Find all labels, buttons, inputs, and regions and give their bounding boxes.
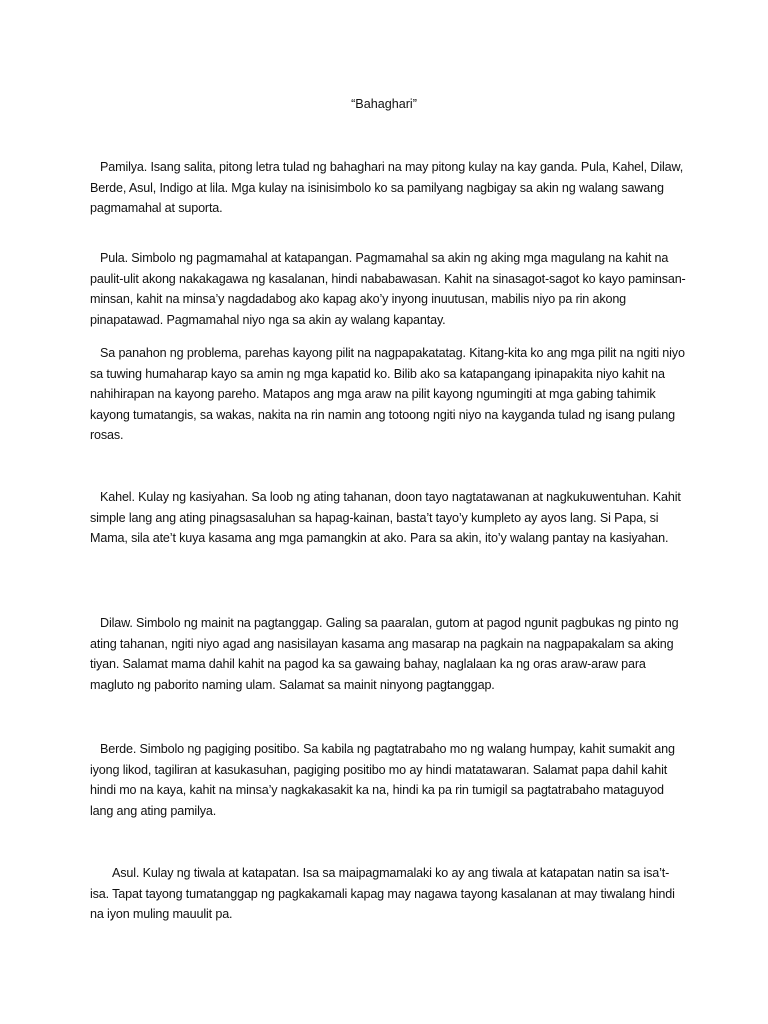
paragraph-text: Berde. Simbolo ng pagiging positibo. Sa kabila ng pagtatrabaho mo ng walang humpay, kahit sumakit ang iyong likod, tagiliran at kasukasuhan, pagiging positibo mo ay hindi matatawaran. Salamat papa dahil kahit hindi mo na kaya, kahit na minsa’y nagkakasakit ka na, hindi ka pa rin tumigil sa pagtatrabaho mataguyod lang ang ating pamilya.: [90, 742, 675, 818]
paragraph-kahel: [90, 487, 688, 549]
paragraph-text: Asul. Kulay ng tiwala at katapatan. Isa sa maipagmamalaki ko ay ang tiwala at katapatan natin sa isa’t-isa. Tapat tayong tumatanggap ng pagkakamali kapag may nagawa tayong kasalanan at may tiwalang hindi na iyon muling mauulit pa.: [90, 866, 675, 922]
document-title: “Bahaghari”: [351, 97, 417, 111]
paragraph-text: Sa panahon ng problema, parehas kayong pilit na nagpapakatatag. Kitang-kita ko ang mga pilit na ngiti niyo sa tuwing humaharap kayo sa amin ng mga kapatid ko. Bilib ako sa katapangang ipinapakita niyo kahit na nahihirapan na kayong pareho. Matapos ang mga araw na pilit kayong ngumingiti at mga gabing tahimik kayong tumatangis, sa wakas, nakita na rin namin ang totoong ngiti niyo na kayganda tulad ng isang pulang rosas.: [90, 346, 685, 443]
paragraph-text: Kahel. Kulay ng kasiyahan. Sa loob ng ating tahanan, doon tayo nagtatawanan at nagkukuwentuhan. Kahit simple lang ang ating pinagsasaluhan sa hapag-kainan, basta’t tayo’y kumpleto ay ayos lang. Si Papa, si Mama, sila ate’t kuya kasama ang mga pamangkin at ako. Para sa akin, ito’y walang pantay na kasiyahan.: [90, 490, 681, 546]
paragraph-asul: [90, 863, 688, 925]
paragraph-text: Dilaw. Simbolo ng mainit na pagtanggap. Galing sa paaralan, gutom at pagod ngunit pagbukas ng pinto ng ating tahanan, ngiti niyo agad ang nasisilayan kasama ang masarap na pagkain na nagpapakalam sa aking tiyan. Salamat mama dahil kahit na pagod ka sa gawaing bahay, naglalaan ka ng oras araw-araw para magluto ng paborito naming ulam. Salamat sa mainit ninyong pagtanggap.: [90, 616, 679, 692]
paragraph-problema: [90, 343, 688, 446]
paragraph-text: Pamilya. Isang salita, pitong letra tulad ng bahaghari na may pitong kulay na kay ganda. Pula, Kahel, Dilaw, Berde, Asul, Indigo at lila. Mga kulay na isinisimbolo ko sa pamilyang nagbigay sa akin ng walang sawang pagmamahal at suporta.: [90, 160, 684, 216]
paragraph-pula: [90, 248, 688, 330]
paragraph-pamilya: [90, 157, 688, 219]
paragraph-berde: [90, 739, 688, 821]
paragraph-text: Pula. Simbolo ng pagmamahal at katapangan. Pagmamahal sa akin ng aking mga magulang na kahit na paulit-ulit akong nakakagawa ng kasalanan, hindi nababawasan. Kahit na sinasagot-sagot ko kayo paminsan-minsan, kahit na minsa’y nagdadabog ako kapag ako’y inyong inuutusan, mabilis niyo pa rin akong pinapatawad. Pagmamahal niyo nga sa akin ay walang kapantay.: [90, 251, 686, 327]
paragraph-dilaw: [90, 613, 688, 695]
